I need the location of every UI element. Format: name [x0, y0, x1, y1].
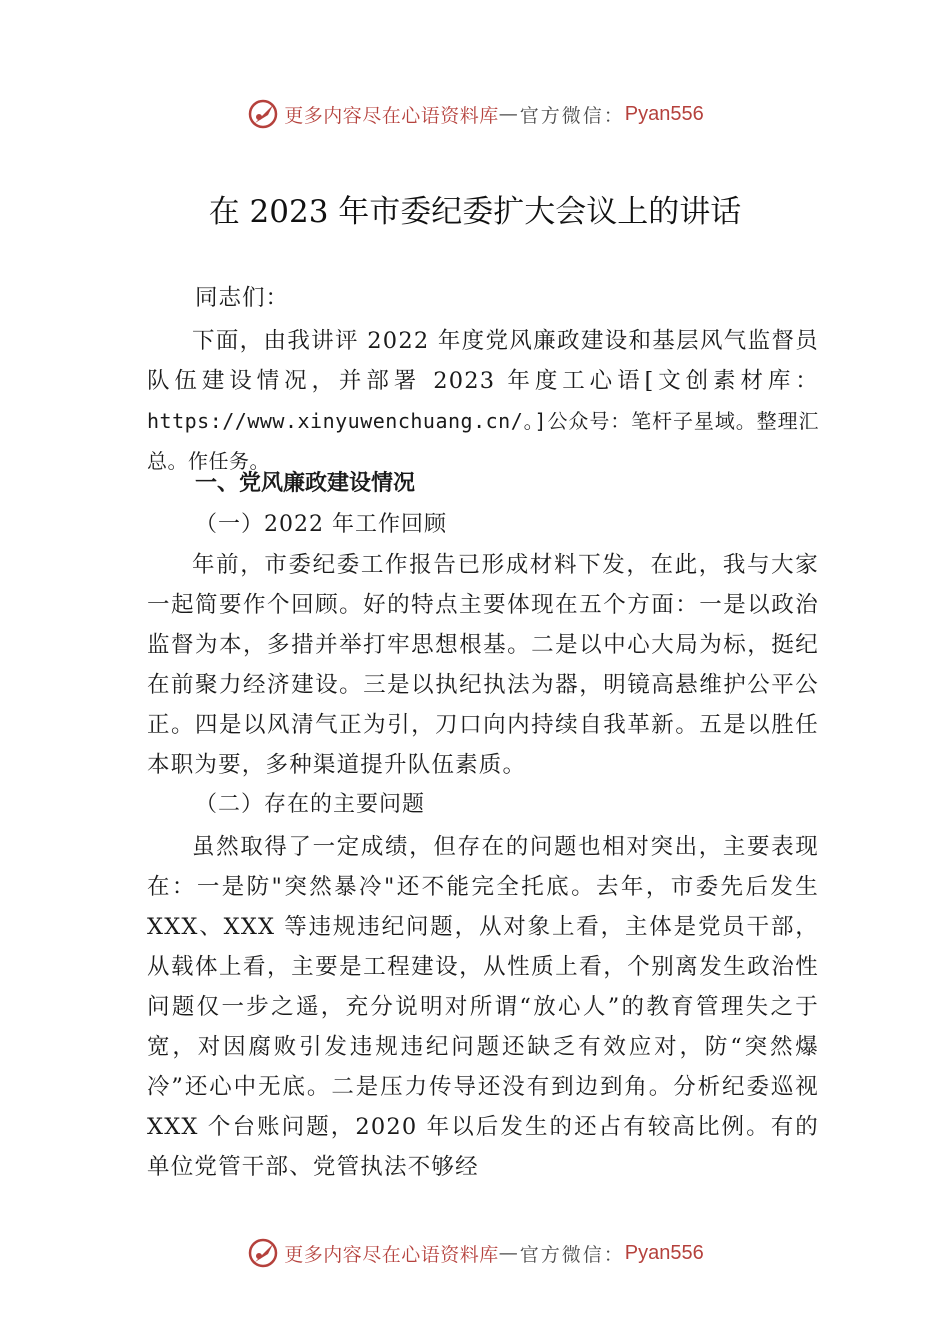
footer-banner: [0, 1233, 950, 1273]
banner-dash: —: [498, 103, 520, 125]
problems-paragraph: 虽然取得了一定成绩，但存在的问题也相对突出，主要表现在：一是防"突然暴冷"还不能完全托底。去年，市委先后发生 XXX、XXX 等违规违纪问题，从对象上看，主体是党员干部，从载体上看，主要是工程建设，从性质上看，个别离发生政治性问题仅一步之遥，充分说明对所谓“放心人”的教育管理失之于宽，对因腐败引发违规违纪问题还缺乏有效应对，防“突然爆冷”还心中无底。二是压力传导还没有到边到角。分析纪委巡视 XXX 个台账问题，2020 年以后发生的还占有较高比例。有的单位党管干部、党管执法不够经: [147, 834, 819, 1180]
subsection-heading-2: （二）存在的主要问题: [195, 792, 426, 817]
banner-wechat-label: 官方微信：: [519, 104, 625, 127]
banner-wechat-id: Pyan556: [624, 1241, 704, 1264]
quill-seal-icon: [246, 97, 280, 131]
document-title: 在 2023 年市委纪委扩大会议上的讲话: [208, 194, 742, 230]
banner-library-text: 更多内容尽在心语资料库: [284, 1243, 499, 1266]
banner-library-text: 更多内容尽在心语资料库: [284, 104, 499, 127]
banner-wechat-label: 官方微信：: [519, 1243, 625, 1266]
intro-paragraph: [147, 321, 819, 481]
intro-text: 下面，由我讲评 2022 年度党风廉政建设和基层风气监督员队伍建设情况，并部署 2023 年度工心语[文创素材库：: [147, 328, 819, 394]
subsection-heading-1: （一）2022 年工作回顾: [195, 512, 447, 537]
quill-seal-icon: [246, 1236, 280, 1270]
review-paragraph: 年前，市委纪委工作报告已形成材料下发，在此，我与大家一起简要作个回顾。好的特点主要体现在五个方面：一是以政治监督为本，多措并举打牢思想根基。二是以中心大局为标，挺纪在前聚力经济建设。三是以执纪执法为器，明镜高悬维护公平公正。四是以风清气正为引，刀口向内持续自我革新。五是以胜任本职为要，多种渠道提升队伍素质。: [147, 552, 819, 778]
banner-wechat-id: Pyan556: [624, 102, 704, 125]
intro-url-text: https://www.xinyuwenchuang.cn/。]公众号：笔杆子星域。整理汇总。作任务。: [147, 409, 819, 473]
header-banner: [0, 94, 950, 134]
banner-dash: —: [498, 1242, 520, 1264]
section-heading-1: 一、党风廉政建设情况: [195, 471, 416, 496]
salutation: 同志们：: [195, 285, 290, 311]
